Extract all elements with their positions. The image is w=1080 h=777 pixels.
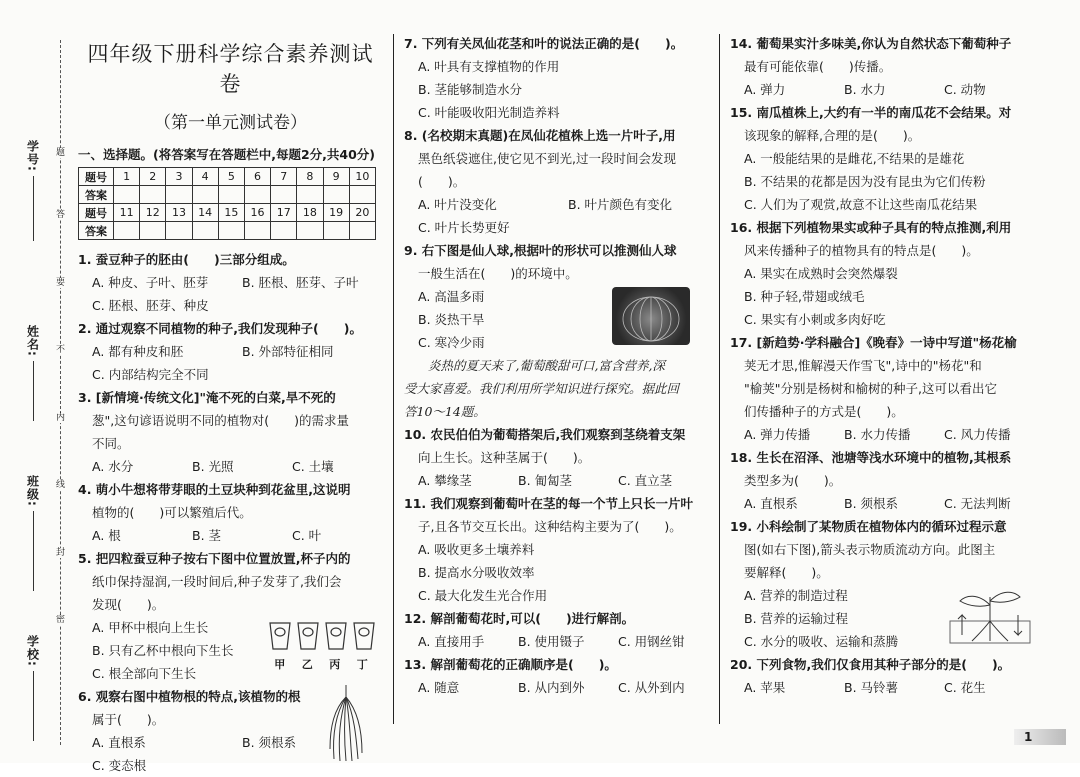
name-field[interactable] — [22, 325, 44, 421]
page-number: 1 — [1014, 729, 1066, 745]
option-b[interactable]: B. 水力传播 — [844, 427, 911, 442]
option-c[interactable]: C. 寒冷少雨 — [418, 335, 485, 350]
option-b[interactable]: B. 叶片颜色有变化 — [568, 197, 673, 212]
cups-figure — [266, 619, 376, 669]
option-a[interactable]: A. 直根系 — [744, 496, 798, 511]
option-a[interactable]: A. 种皮、子叶、胚芽 — [92, 275, 209, 290]
question-stem-cont: 一般生活在( )的环境中。 — [418, 266, 578, 281]
answer-cell[interactable] — [192, 222, 218, 240]
table-cell: 14 — [192, 204, 218, 222]
context-line: 受大家喜爱。我们利用所学知识进行探究。据此回 — [404, 381, 680, 396]
option-a[interactable]: A. 吸收更多土壤养料 — [418, 542, 535, 557]
answer-cell[interactable] — [166, 222, 192, 240]
table-cell: 3 — [166, 168, 192, 186]
option-c[interactable]: C. 叶能吸收阳光制造养料 — [418, 105, 560, 120]
table-cell: 7 — [271, 168, 297, 186]
student-id-line — [33, 176, 34, 241]
name-line — [33, 361, 34, 421]
option-a[interactable]: A. 叶片没变化 — [418, 197, 497, 212]
option-c[interactable]: C. 直立茎 — [618, 473, 673, 488]
option-c[interactable]: C. 胚根、胚芽、种皮 — [92, 298, 209, 313]
question-stem: 1. 蚕豆种子的胚由( )三部分组成。 — [78, 252, 295, 267]
student-id-field[interactable] — [22, 140, 44, 241]
table-cell: 18 — [297, 204, 323, 222]
question-stem-cont: 们传播种子的方式是( )。 — [744, 404, 904, 419]
answer-cell[interactable] — [218, 222, 244, 240]
option-a[interactable]: A. 直接用手 — [418, 634, 485, 649]
question-8 — [404, 124, 709, 239]
cup-label: 甲 — [274, 658, 286, 671]
option-a[interactable]: A. 直根系 — [92, 735, 146, 750]
option-a[interactable]: A. 一般能结果的是雌花,不结果的是雄花 — [744, 151, 965, 166]
column-divider — [393, 34, 394, 724]
option-b[interactable]: B. 使用镊子 — [518, 634, 585, 649]
option-c[interactable]: C. 人们为了观赏,故意不让这些南瓜花结果 — [744, 197, 978, 212]
answer-table — [78, 167, 376, 240]
answer-cell[interactable] — [244, 222, 270, 240]
option-a[interactable]: A. 营养的制造过程 — [744, 588, 848, 603]
question-stem-cont: ( )。 — [418, 174, 466, 189]
question-stem-cont: 要解释( )。 — [744, 565, 829, 580]
question-20 — [730, 653, 1040, 699]
option-a[interactable]: A. 攀缘茎 — [418, 473, 472, 488]
class-line — [33, 511, 34, 591]
cut-word: 要 — [56, 278, 66, 288]
option-c[interactable]: C. 水分的吸收、运输和蒸腾 — [744, 634, 899, 649]
question-10 — [404, 423, 709, 492]
option-c[interactable]: C. 用钢丝钳 — [618, 634, 685, 649]
option-c[interactable]: C. 叶片长势更好 — [418, 220, 510, 235]
question-11 — [404, 492, 709, 607]
name-label: 姓名: — [25, 325, 40, 357]
answer-cell[interactable] — [349, 222, 375, 240]
question-14 — [730, 32, 1040, 101]
cup-label: 丙 — [329, 658, 341, 671]
table-cell: 15 — [218, 204, 244, 222]
question-stem: 4. 萌小牛想将带芽眼的土豆块种到花盆里,这说明 — [78, 482, 351, 497]
question-stem: 11. 我们观察到葡萄叶在茎的每一个节上只长一片叶 — [404, 496, 693, 511]
question-stem-cont: 类型多为( )。 — [744, 473, 842, 488]
option-c[interactable]: C. 根全部向下生长 — [92, 666, 197, 681]
option-c[interactable]: C. 动物 — [944, 82, 986, 97]
question-2 — [78, 317, 383, 386]
cup-label: 乙 — [301, 658, 313, 671]
question-1 — [78, 248, 383, 317]
option-b[interactable]: B. 马铃薯 — [844, 680, 899, 695]
question-stem: 6. 观察右图中植物根的特点,该植物的根 — [78, 689, 301, 704]
option-c[interactable]: C. 土壤 — [292, 459, 334, 474]
table-cell: 19 — [323, 204, 349, 222]
question-stem-cont: "榆荚"分别是杨树和榆树的种子,这可以看出它 — [744, 381, 997, 396]
question-stem: 17. [新趋势·学科融合]《晚春》一诗中写道"杨花榆 — [730, 335, 1017, 350]
question-15 — [730, 101, 1040, 216]
question-stem-cont: 图(如右下图),箭头表示物质流动方向。此图主 — [744, 542, 996, 557]
class-field[interactable] — [22, 475, 44, 591]
student-id-label: 学号: — [25, 140, 40, 172]
question-stem: 13. 解剖葡萄花的正确顺序是( )。 — [404, 657, 617, 672]
option-c[interactable]: C. 最大化发生光合作用 — [418, 588, 548, 603]
cactus-ridges — [612, 287, 690, 345]
option-a[interactable]: A. 根 — [92, 528, 121, 543]
table-header-cell: 题号 — [79, 204, 114, 222]
school-field[interactable] — [22, 635, 44, 741]
question-stem: 14. 葡萄果实汁多味美,你认为自然状态下葡萄种子 — [730, 36, 1012, 51]
option-b[interactable]: B. 须根系 — [844, 496, 899, 511]
answer-cell[interactable] — [297, 186, 323, 204]
cut-word: 线 — [56, 480, 66, 490]
option-b[interactable]: B. 不结果的花都是因为没有昆虫为它们传粉 — [744, 174, 986, 189]
option-b[interactable]: B. 只有乙杯中根向下生长 — [92, 643, 234, 658]
question-stem: 18. 生长在沼泽、池塘等浅水环境中的植物,其根系 — [730, 450, 1012, 465]
option-b[interactable]: B. 匍匐茎 — [518, 473, 573, 488]
question-6 — [78, 685, 383, 777]
school-line — [33, 671, 34, 741]
option-a[interactable]: A. 甲杯中根向上生长 — [92, 620, 209, 635]
context-line: 炎热的夏天来了,葡萄酸甜可口,富含营养,深 — [428, 358, 665, 373]
table-cell: 1 — [114, 168, 140, 186]
question-stem: 2. 通过观察不同植物的种子,我们发现种子( )。 — [78, 321, 362, 336]
question-stem: 20. 下列食物,我们仅食用其种子部分的是( )。 — [730, 657, 1011, 672]
question-4 — [78, 478, 383, 547]
question-12 — [404, 607, 709, 653]
cut-word: 答 — [56, 210, 66, 220]
option-a[interactable]: A. 果实在成熟时会突然爆裂 — [744, 266, 898, 281]
cut-word: 密 — [56, 615, 66, 625]
question-stem: 5. 把四粒蚕豆种子按右下图中位置放置,杯子内的 — [78, 551, 351, 566]
page-title: 四年级下册科学综合素养测试卷 — [87, 42, 374, 96]
question-stem: 8. (名校期末真题)在凤仙花植株上选一片叶子,用 — [404, 128, 676, 143]
question-stem-cont: 最有可能依靠( )传播。 — [744, 59, 892, 74]
option-b[interactable]: B. 水力 — [844, 82, 886, 97]
answer-cell[interactable] — [323, 186, 349, 204]
table-cell: 6 — [244, 168, 270, 186]
table-cell: 12 — [140, 204, 166, 222]
option-a[interactable]: A. 高温多雨 — [418, 289, 485, 304]
class-label: 班级: — [25, 475, 40, 507]
cut-word: 不 — [56, 345, 66, 355]
option-b[interactable]: B. 种子轻,带翅或绒毛 — [744, 289, 865, 304]
table-cell: 10 — [349, 168, 375, 186]
question-stem: 10. 农民伯伯为葡萄搭架后,我们观察到茎绕着支架 — [404, 427, 686, 442]
cups-illustration — [266, 619, 376, 653]
fibrous-root-illustration — [326, 683, 366, 763]
table-cell: 13 — [166, 204, 192, 222]
question-stem: 7. 下列有关凤仙花茎和叶的说法正确的是( )。 — [404, 36, 684, 51]
question-stem-cont: 子,且各节交互长出。这种结构主要为了( )。 — [418, 519, 682, 534]
question-stem: 3. [新情境·传统文化]"淹不死的白菜,旱不死的 — [78, 390, 336, 405]
cut-word: 内 — [56, 413, 66, 423]
school-label: 学校: — [25, 635, 40, 667]
option-c[interactable]: C. 花生 — [944, 680, 986, 695]
table-cell: 9 — [323, 168, 349, 186]
option-c[interactable]: C. 叶 — [292, 528, 322, 543]
table-cell: 4 — [192, 168, 218, 186]
option-b[interactable]: B. 营养的运输过程 — [744, 611, 849, 626]
option-b[interactable]: B. 茎 — [192, 528, 222, 543]
question-3 — [78, 386, 383, 478]
question-stem: 19. 小科绘制了某物质在植物体内的循环过程示意 — [730, 519, 1007, 534]
option-b[interactable]: B. 炎热干旱 — [418, 312, 485, 327]
table-cell: 11 — [114, 204, 140, 222]
question-stem: 12. 解剖葡萄花时,可以( )进行解剖。 — [404, 611, 635, 626]
question-stem-cont: 发现( )。 — [92, 597, 165, 612]
question-19 — [730, 515, 1040, 653]
option-b[interactable]: B. 须根系 — [242, 735, 297, 750]
question-stem-cont: 属于( )。 — [92, 712, 165, 727]
option-a[interactable]: A. 弹力 — [744, 82, 786, 97]
question-stem: 16. 根据下列植物果实或种子具有的特点推测,利用 — [730, 220, 1012, 235]
column-1 — [78, 32, 383, 777]
table-header-cell: 答案 — [79, 222, 114, 240]
column-2 — [404, 32, 709, 699]
option-a[interactable]: A. 弹力传播 — [744, 427, 811, 442]
section-heading: 一、选择题。(将答案写在答题栏中,每题2分,共40分) — [78, 147, 376, 162]
cut-line — [60, 40, 61, 745]
question-stem-cont: 葱",这句谚语说明不同的植物对( )的需求量 — [92, 413, 349, 428]
question-stem-cont: 不同。 — [92, 436, 130, 451]
page-subtitle: （第一单元测试卷） — [154, 113, 307, 133]
question-18 — [730, 446, 1040, 515]
option-a[interactable]: A. 苹果 — [744, 680, 786, 695]
question-9 — [404, 239, 709, 354]
option-c[interactable]: C. 果实有小刺或多肉好吃 — [744, 312, 886, 327]
option-c[interactable]: C. 无法判断 — [944, 496, 1011, 511]
column-3 — [730, 32, 1040, 699]
answer-cell[interactable] — [271, 222, 297, 240]
table-cell: 2 — [140, 168, 166, 186]
question-stem-cont: 风来传播种子的植物具有的特点是( )。 — [744, 243, 979, 258]
table-cell: 16 — [244, 204, 270, 222]
question-17 — [730, 331, 1040, 446]
answer-cell[interactable] — [140, 222, 166, 240]
option-b[interactable]: B. 光照 — [192, 459, 234, 474]
table-cell: 5 — [218, 168, 244, 186]
option-c[interactable]: C. 风力传播 — [944, 427, 1011, 442]
question-7 — [404, 32, 709, 124]
table-header-cell: 题号 — [79, 168, 114, 186]
question-stem: 9. 右下图是仙人球,根据叶的形状可以推测仙人球 — [404, 243, 677, 258]
question-stem-cont: 纸巾保持湿润,一段时间后,种子发芽了,我们会 — [92, 574, 342, 589]
question-stem-cont: 向上生长。这种茎属于( )。 — [418, 450, 591, 465]
option-c[interactable]: C. 内部结构完全不同 — [92, 367, 209, 382]
question-16 — [730, 216, 1040, 331]
question-stem: 15. 南瓜植株上,大约有一半的南瓜花不会结果。对 — [730, 105, 1012, 120]
cut-word: 封 — [56, 548, 66, 558]
question-stem-cont: 黑色纸袋遮住,使它见不到光,过一段时间会发现 — [418, 151, 676, 166]
option-c[interactable]: C. 从外到内 — [618, 680, 685, 695]
reading-context — [404, 354, 709, 423]
cut-word: 题 — [56, 148, 66, 158]
answer-cell[interactable] — [192, 186, 218, 204]
question-stem-cont: 植物的( )可以繁殖后代。 — [92, 505, 252, 520]
option-b[interactable]: B. 外部特征相同 — [242, 344, 334, 359]
table-header-cell: 答案 — [79, 186, 114, 204]
answer-cell[interactable] — [244, 186, 270, 204]
answer-cell[interactable] — [114, 222, 140, 240]
column-divider — [719, 34, 720, 724]
option-c[interactable]: C. 变态根 — [92, 758, 147, 773]
option-a[interactable]: A. 水分 — [92, 459, 134, 474]
answer-cell[interactable] — [140, 186, 166, 204]
answer-cell[interactable] — [323, 222, 349, 240]
answer-cell[interactable] — [271, 186, 297, 204]
context-line: 答10～14题。 — [404, 404, 486, 419]
question-5 — [78, 547, 383, 685]
option-a[interactable]: A. 都有种皮和胚 — [92, 344, 184, 359]
answer-cell[interactable] — [114, 186, 140, 204]
table-cell: 17 — [271, 204, 297, 222]
option-b[interactable]: B. 提高水分吸收效率 — [418, 565, 535, 580]
question-stem-cont: 该现象的解释,合理的是( )。 — [744, 128, 921, 143]
option-a[interactable]: A. 叶具有支撑植物的作用 — [418, 59, 560, 74]
option-a[interactable]: A. 随意 — [418, 680, 460, 695]
table-cell: 20 — [349, 204, 375, 222]
option-b[interactable]: B. 茎能够制造水分 — [418, 82, 523, 97]
answer-cell[interactable] — [349, 186, 375, 204]
cup-label: 丁 — [356, 658, 368, 671]
answer-cell[interactable] — [218, 186, 244, 204]
answer-cell[interactable] — [297, 222, 323, 240]
option-b[interactable]: B. 胚根、胚芽、子叶 — [242, 275, 359, 290]
option-b[interactable]: B. 从内到外 — [518, 680, 585, 695]
binding-strip — [0, 0, 62, 763]
question-13 — [404, 653, 709, 699]
question-stem-cont: 荚无才思,惟解漫天作雪飞",诗中的"杨花"和 — [744, 358, 982, 373]
cactus-photo — [612, 287, 690, 345]
table-cell: 8 — [297, 168, 323, 186]
plant-circulation-diagram — [948, 585, 1032, 645]
answer-cell[interactable] — [166, 186, 192, 204]
